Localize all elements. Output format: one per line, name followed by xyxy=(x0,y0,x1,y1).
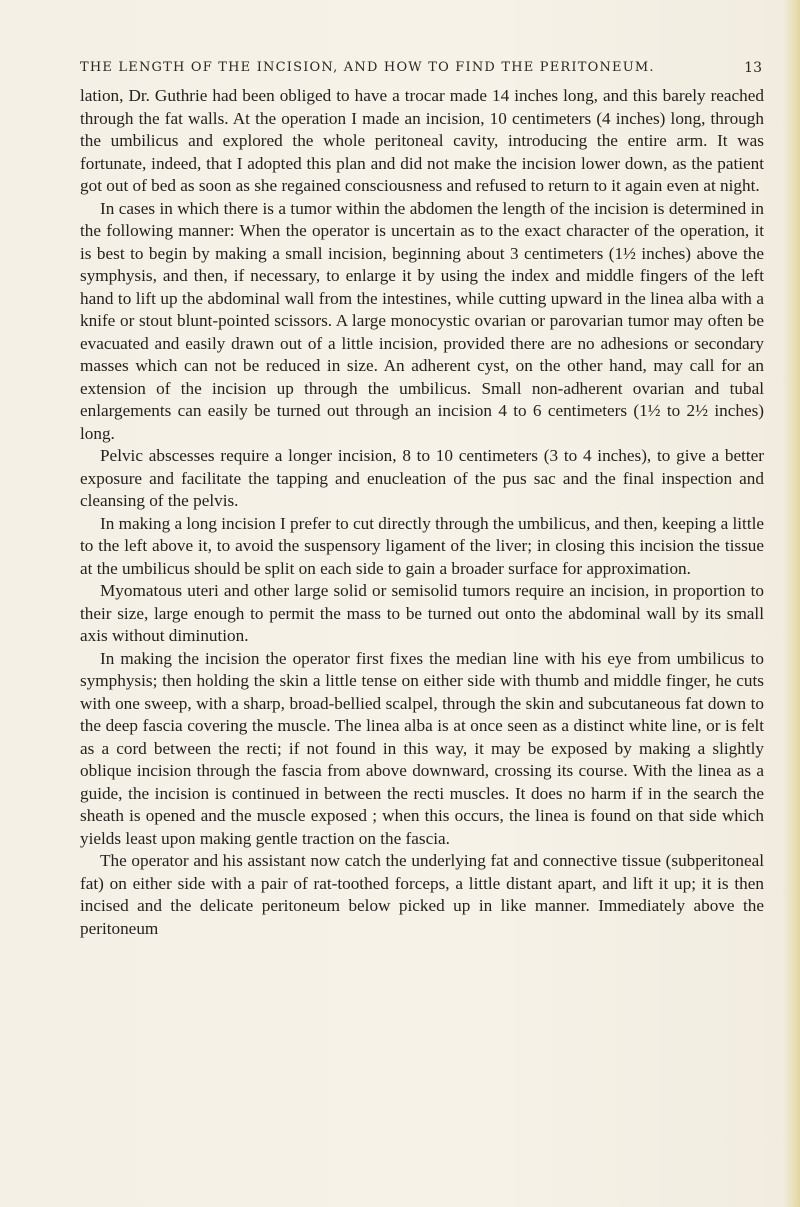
paragraph: lation, Dr. Guthrie had been obliged to have a trocar made 14 inches long, and this barely reached through the fat walls. At the operation I made an incision, 10 centimeters (4 inches) long, through the umbilicus and explored the whole peritoneal cavity, introducing the entire arm. It was fortunate, indeed, that I adopted this plan and did not make the incision lower down, as the patient got out of bed as soon as she regained consciousness and refused to return to it again even at night. xyxy=(80,86,764,195)
paragraph: Pelvic abscesses require a longer incision, 8 to 10 centimeters (3 to 4 inches), to give a better exposure and facilitate the tapping and enucleation of the pus sac and the final inspection and cleansing of the pelvis. xyxy=(80,446,764,510)
paragraph: In making the incision the operator first fixes the median line with his eye from umbilicus to symphysis; then holding the skin a little tense on either side with thumb and middle finger, he cuts with one sweep, with a sharp, broad-bellied scalpel, through the skin and subcutaneous fat down to the deep fascia covering the muscle. The linea alba is at once seen as a distinct white line, or is felt as a cord between the recti; if not found in this way, it may be exposed by making a slightly oblique incision through the fascia from above downward, crossing its course. With the linea as a guide, the incision is continued in between the recti muscles. It does no harm if in the search the sheath is opened and the muscle exposed ; when this occurs, the linea is found on that side which yields least upon making gentle traction on the fascia. xyxy=(80,648,764,848)
running-title: THE LENGTH OF THE INCISION, AND HOW TO FIND THE PERITONEUM. xyxy=(80,60,655,75)
page-number: 13 xyxy=(744,60,762,76)
paragraph: Myomatous uteri and other large solid or semisolid tumors require an incision, in proportion to their size, large enough to permit the mass to be turned out onto the abdominal wall by its small axis without diminution. xyxy=(80,581,764,645)
page-edge xyxy=(782,0,800,1207)
paragraph: The operator and his assistant now catch the underlying fat and connective tissue (subperitoneal fat) on either side with a pair of rat-toothed forceps, a little distant apart, and lift it up; it is then incised and the delicate peritoneum below picked up in like manner. Immediately above the peritoneum xyxy=(80,851,764,938)
paragraph: In cases in which there is a tumor within the abdomen the length of the incision is determined in the following manner: When the operator is uncertain as to the exact character of the operation, it is best to begin by making a small incision, beginning about 3 centimeters (1½ inches) above the symphysis, and then, if necessary, to enlarge it by using the index and middle fingers of the left hand to lift up the abdominal wall from the intestines, while cutting upward in the linea alba with a knife or stout blunt-pointed scissors. A large monocystic ovarian or parovarian tumor may often be evacuated and easily drawn out of a little incision, provided there are no adhesions or secondary masses which can not be reduced in size. An adherent cyst, on the other hand, may call for an extension of the incision up through the umbilicus. Small non-adherent ovarian and tubal enlargements can easily be turned out through an incision 4 to 6 centimeters (1½ to 2½ inches) long. xyxy=(80,198,764,443)
body-text xyxy=(80,85,764,940)
paragraph: In making a long incision I prefer to cut directly through the umbilicus, and then, keeping a little to the left above it, to avoid the suspensory ligament of the liver; in closing this incision the tissue at the umbilicus should be split on each side to gain a broader surface for approximation. xyxy=(80,513,764,578)
